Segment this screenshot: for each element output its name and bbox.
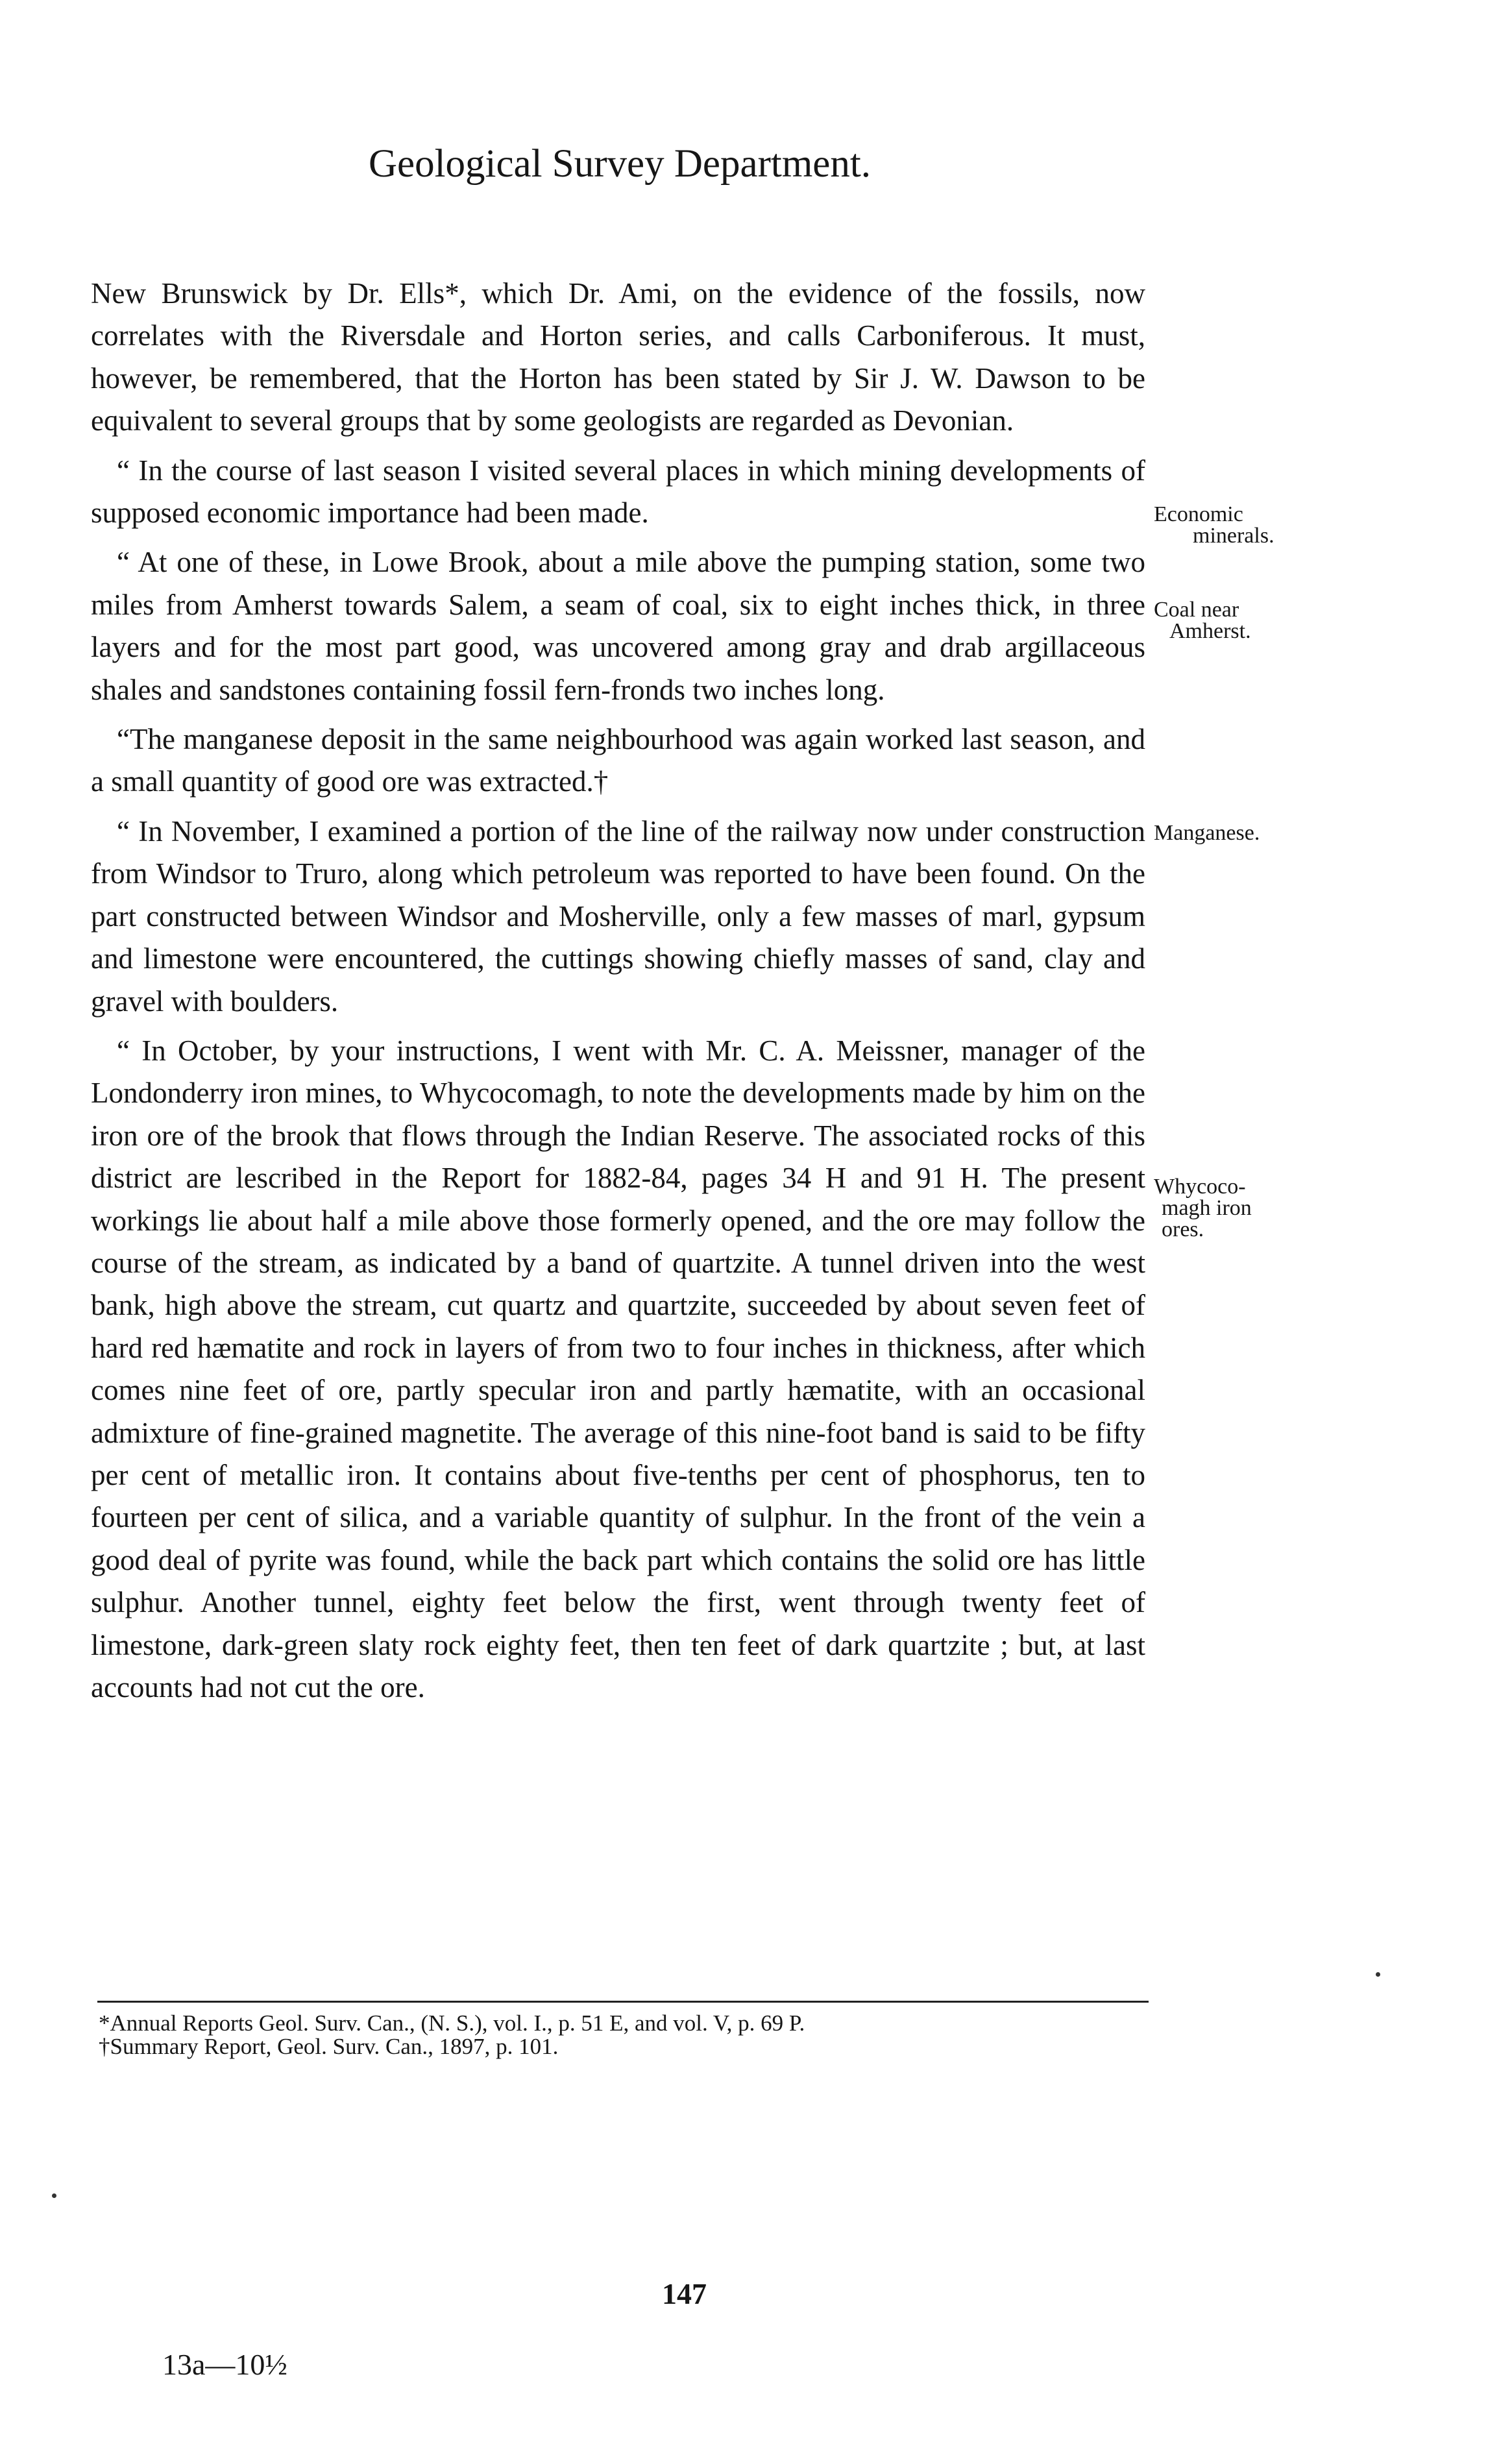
- margin-note-line: ores.: [1162, 1217, 1204, 1241]
- margin-note-whycocomagh-iron-ores: [1154, 1176, 1323, 1240]
- paragraph-4: “The manganese deposit in the same neighbourhood was again worked last season, and a small quantity of good ore was extracted.†: [91, 723, 1145, 798]
- margin-note-line: Manganese.: [1154, 821, 1260, 845]
- footnotes: [99, 2012, 1150, 2058]
- margin-note-line: minerals.: [1193, 524, 1274, 548]
- paragraph-1: New Brunswick by Dr. Ells*, which Dr. Ami, on the evidence of the fossils, now correlates with the Riversdale and Horton series, and calls Carboniferous. It must, however, be remembered, that the Horton has been stated by Sir J. W. Dawson to be equivalent to several groups that by some geologists are regarded as Devonian.: [91, 277, 1145, 437]
- margin-note-line: Coal near: [1154, 598, 1239, 622]
- margin-note-line: magh iron: [1162, 1196, 1252, 1220]
- footnote-rule: [97, 2001, 1149, 2003]
- speck-mark: [52, 2193, 56, 2198]
- margin-note-economic-minerals: [1154, 504, 1323, 546]
- footnote-2: †Summary Report, Geol. Surv. Can., 1897, p. 101.: [99, 2034, 559, 2059]
- paragraph-3: “ At one of these, in Lowe Brook, about a mile above the pumping station, some two miles from Amherst towards Salem, a seam of coal, six to eight inches thick, in three layers and for the most part good, was uncovered among gray and drab argillaceous shales and sandstones containing fossil fern-fronds two inches long.: [91, 546, 1145, 706]
- margin-note-line: Whycoco-: [1154, 1175, 1246, 1199]
- margin-note-manganese: [1154, 822, 1323, 844]
- paragraph-6: “ In October, by your instructions, I went with Mr. C. A. Meissner, manager of the Londonderry iron mines, to Whycocomagh, to note the developments made by him on the iron ore of the brook that flows through the Indian Reserve. The associated rocks of this district are lescribed in the Report for 1882-84, pages 34 H and 91 H. The present workings lie about half a mile above those formerly opened, and the ore may follow the course of the stream, as indicated by a band of quartzite. A tunnel driven into the west bank, high above the stream, cut quartz and quartzite, succeeded by about seven feet of hard red hæmatite and rock in layers of from two to four inches in thickness, after which comes nine feet of ore, partly specular iron and partly hæmatite, with an occasional admixture of fine-grained magnetite. The average of this nine-foot band is said to be fifty per cent of metallic iron. It contains about five-tenths per cent of phosphorus, ten to fourteen per cent of silica, and a variable quantity of sulphur. In the front of the vein a good deal of pyrite was found, while the back part which contains the solid ore has little sulphur. Another tunnel, eighty feet below the first, went through twenty feet of limestone, dark-green slaty rock eighty feet, then ten feet of dark quartzite ; but, at last accounts had not cut the ore.: [91, 1034, 1145, 1703]
- paragraph-2: “ In the course of last season I visited several places in which mining developments of supposed economic importance had been made.: [91, 454, 1145, 530]
- signature-mark: 13a—10½: [162, 2348, 287, 2381]
- speck-mark: [1376, 1972, 1380, 1977]
- body-text: [91, 273, 1145, 1716]
- margin-note-coal-near-amherst: [1154, 599, 1323, 642]
- margin-note-line: Economic: [1154, 502, 1243, 526]
- paragraph-5: “ In November, I examined a portion of the line of the railway now under construction from Windsor to Truro, along which petroleum was reported to have been found. On the part constructed between Windsor and Mosherville, only a few masses of marl, gypsum and limestone were encountered, the cuttings showing chiefly masses of sand, clay and gravel with boulders.: [91, 814, 1145, 1018]
- margin-note-line: Amherst.: [1169, 619, 1251, 643]
- page-number: 147: [662, 2277, 707, 2310]
- footnote-1: *Annual Reports Geol. Surv. Can., (N. S.), vol. I., p. 51 E, and vol. V, p. 69 P.: [99, 2010, 805, 2036]
- running-header: Geological Survey Department.: [368, 142, 872, 186]
